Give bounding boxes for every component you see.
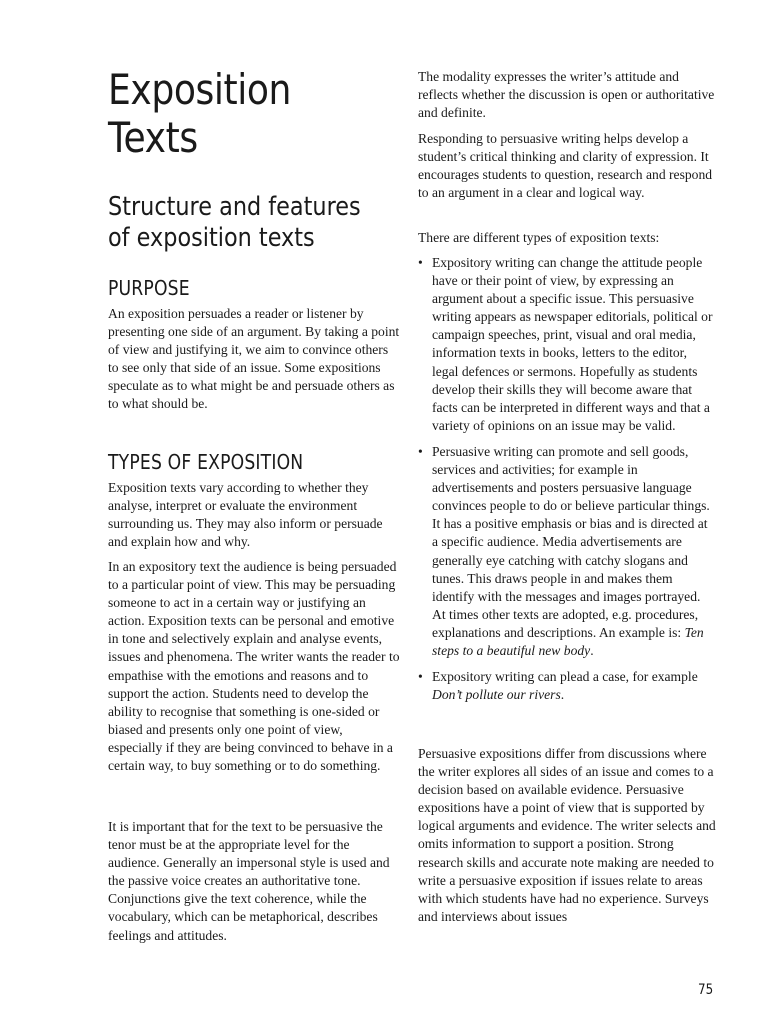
bullet-3-example: Don’t pollute our rivers [432,687,561,703]
title-line-2: Texts [108,113,198,162]
list-item: • Persuasive writing can promote and sell goods, services and activities; for example in advertisements and posters persuasive language convinces people to do or believe particular things. It has a positive emphasis or bias and is directed at a specific audience. Media advertisements are generally eye catching with catchy slogans and tunes. This draws people in and makes them identify with the messages and images portrayed. At times other texts are adopted, e.g. procedures, explanations and descriptions. An example is: Ten steps to a beautiful new body. [418,443,716,660]
page-number: 75 [698,982,714,998]
purpose-paragraph: An exposition persuades a reader or listener by presenting one side of an argument. By taking a point of view and justifying it, we aim to convince others to see only that side of an issue. Some expositions speculate as to what might be and persuade others as to what should be. [108,306,400,412]
section-subtitle [108,192,400,254]
bullet-3-text: Expository writing can plead a case, for example [432,669,698,685]
exposition-types-list [418,254,716,704]
bullet-2-text: Persuasive writing can promote and sell goods, services and activities; for example in advertisements and posters persuasive language convinces people to do or believe particular things. It has a positive emphasis or bias and is directed at a specific audience. Media advertisements are generally eye catching with catchy slogans and tunes. This draws people in and makes them identify with the messages and images portrayed. At times other texts are adopted, e.g. procedures, explanations and descriptions. An example is: [432,443,710,640]
subtitle-line-2: of exposition texts [108,223,315,253]
right-paragraph-3: There are different types of exposition texts: [418,230,660,245]
purpose-heading: PURPOSE [108,276,190,300]
bullet-2-example: Ten steps to a beautiful new body [432,624,704,658]
list-item: • Expository writing can plead a case, for example Don’t pollute our rivers. [418,668,716,704]
page-title [108,66,291,162]
list-item [418,254,716,435]
types-paragraph-3: It is important that for the text to be persuasive the tenor must be at the appropriate level for the audience. Generally an impersonal style is used and the passive voice creates an authoritative tone. Conjunctions give the text coherence, while the vocabulary, which can be metaphorical, describes feelings and attitudes. [108,819,390,943]
types-heading: TYPES OF EXPOSITION [108,450,304,474]
right-paragraph-2: Responding to persuasive writing helps develop a student’s critical thinking and clarity of expression. It encourages students to question, research and respond to an argument in a clear and logical way. [418,131,713,201]
right-paragraph-4: Persuasive expositions differ from discussions where the writer explores all sides of an issue and comes to a decision based on available evidence. Persuasive expositions have a point of view that is supported by logical arguments and evidence. The writer selects and omits information to support a position. Strong research skills and accurate note making are needed to write a persuasive exposition if issues relate to areas with which students have had no experience. Surveys and interviews about issues [418,746,716,924]
types-paragraph-2: In an expository text the audience is being persuaded to a particular point of view. This may be persuading someone to act in a certain way or justifying an action. Exposition texts can be personal and emotive in tone and selectively explain and analyse events, issues and phenomena. The writer wants the reader to empathise with the emotions and reasons and to support the action. Students need to develop the ability to recognise that something is one-sided or biased and presents only one point of view, especially if they are being convinced to behave in a certain way, to buy something or to do something. [108,559,400,774]
bullet-1-text: Expository writing can change the attitude people have or their point of view, by expressing an argument about a specific issue. This persuasive writing appears as newspaper editorials, political or campaign speeches, print, visual and oral media, information texts in books, letters to the editor, legal defences or sermons. Hopefully as students develop their skills they will become aware that facts can be interpreted in different ways and that a variety of opinions on an issue may be valid. [432,255,713,433]
right-paragraph-1: The modality expresses the writer’s attitude and reflects whether the discussion is open or authoritative and definite. [418,69,715,121]
subtitle-line-1: Structure and features [108,192,361,222]
types-paragraph-1: Exposition texts vary according to whether they analyse, interpret or evaluate the environment surrounding us. They may also inform or persuade and explain how and why. [108,480,383,550]
title-line-1: Exposition [108,65,291,114]
